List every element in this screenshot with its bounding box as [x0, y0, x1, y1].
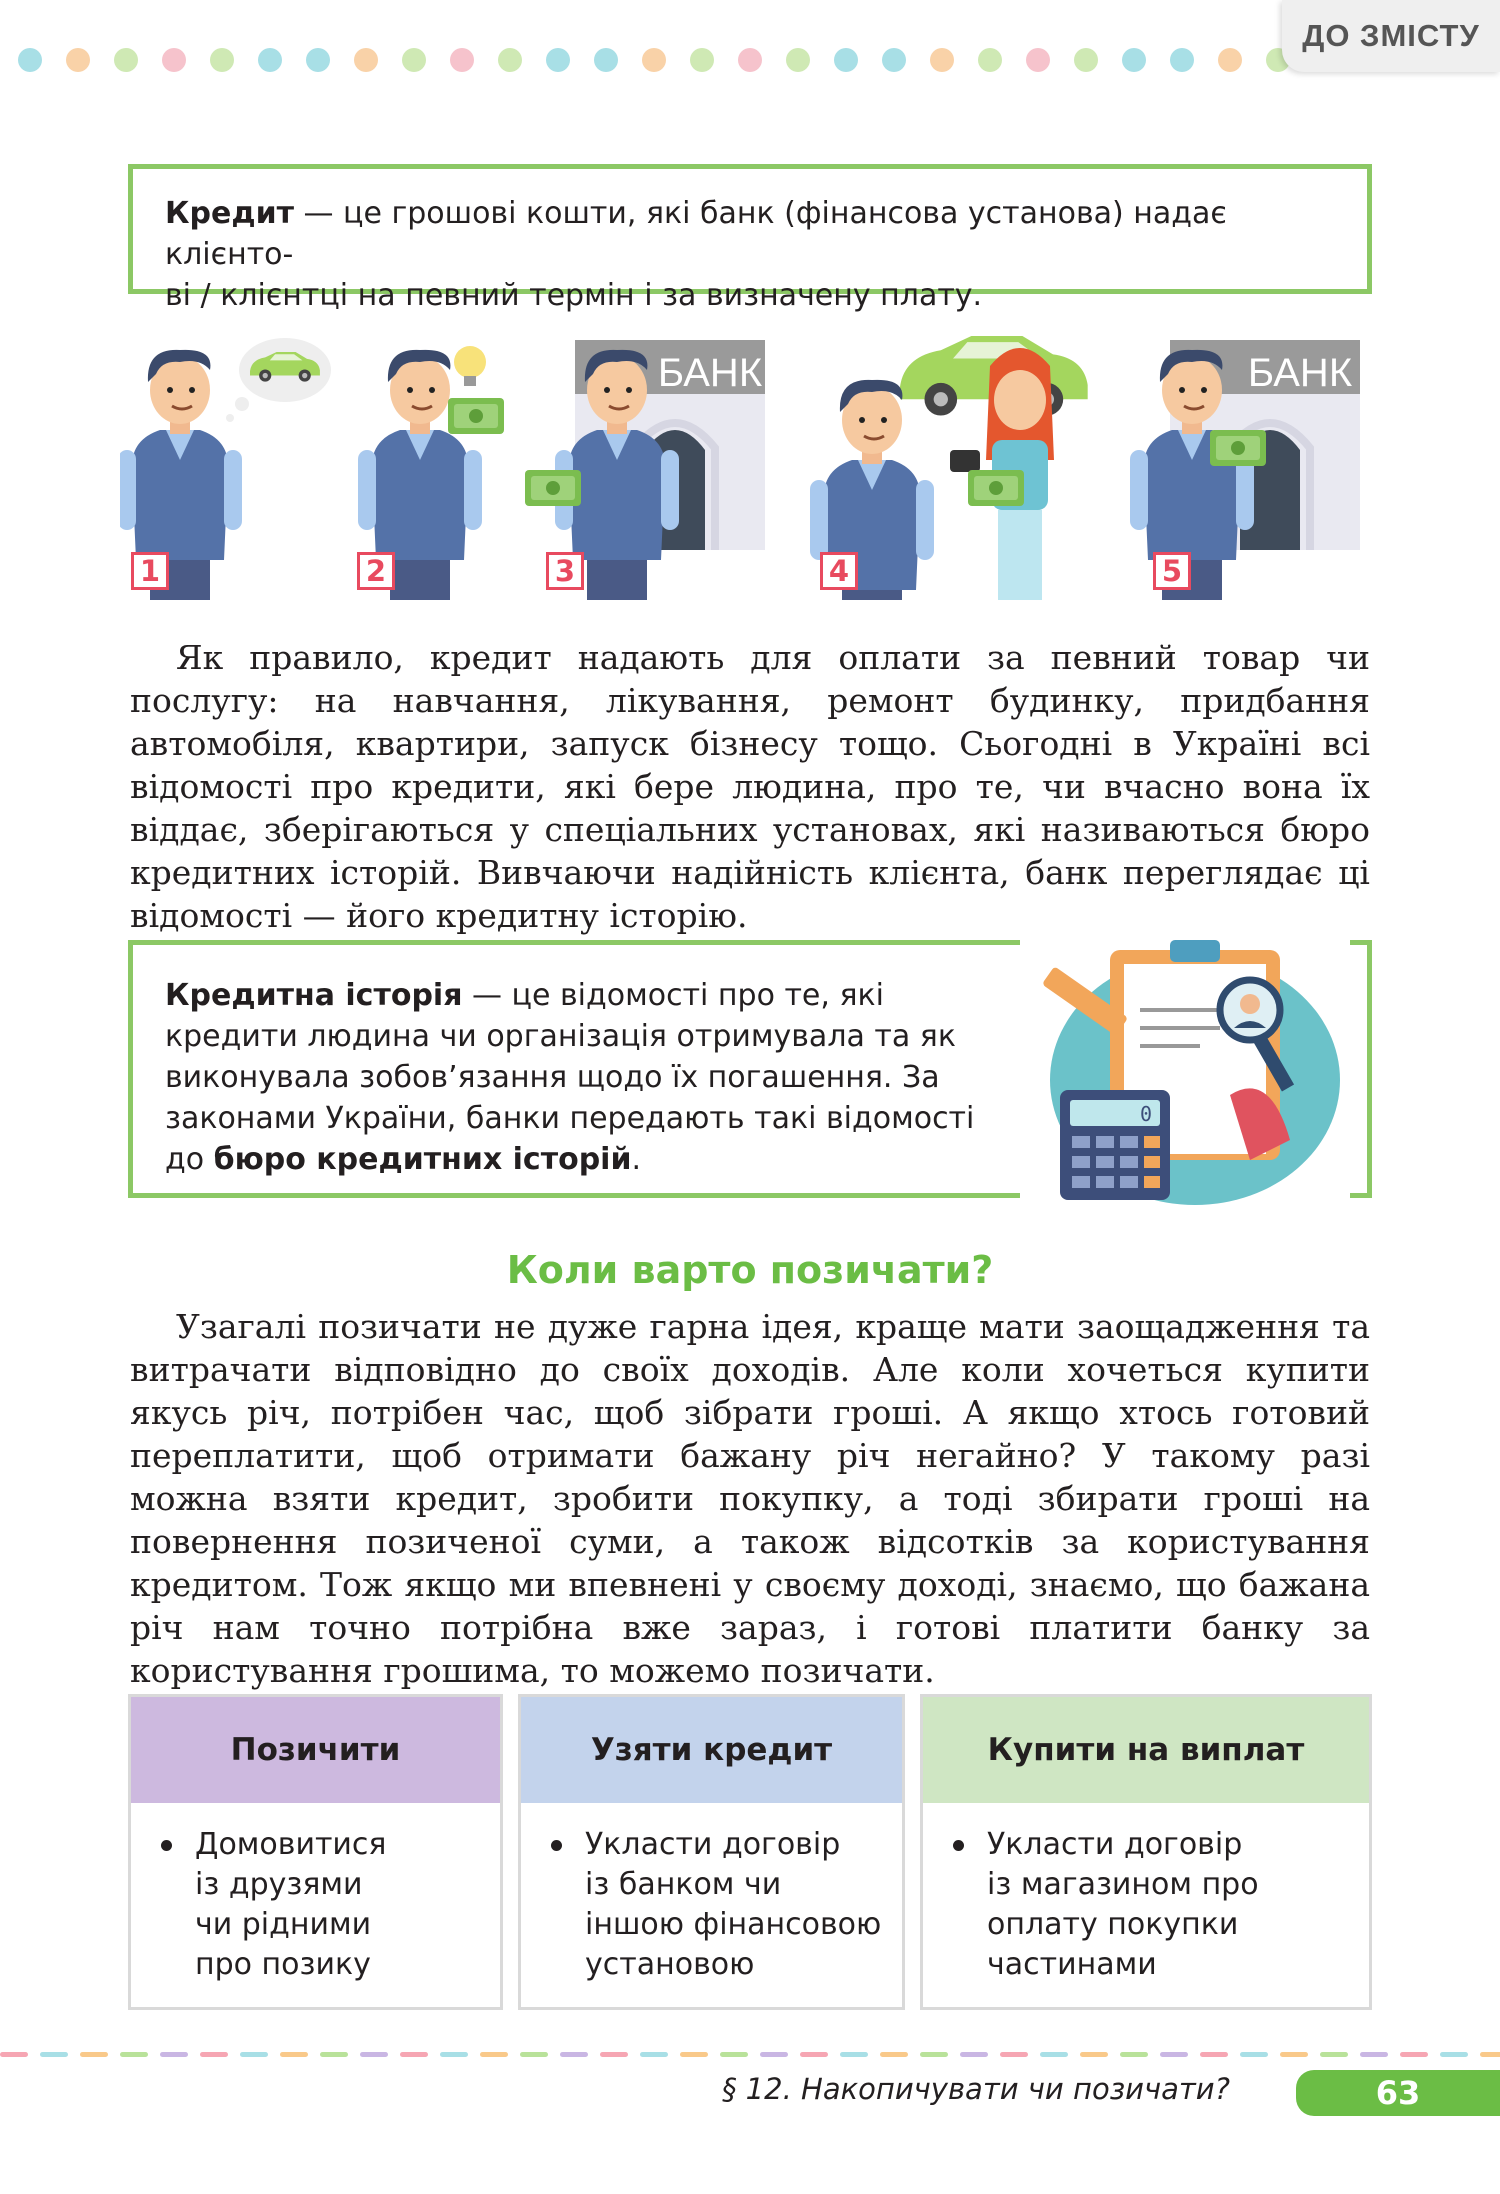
- decorative-dot: [978, 48, 1002, 72]
- decorative-dash: [400, 2052, 428, 2057]
- decorative-dash: [1120, 2052, 1148, 2057]
- option-credit-title: Узяти кредит: [521, 1697, 902, 1803]
- definition-credit-body: — це грошові кошти, які банк (фінансова установа) надає клієнто- ві / клієнтці на певний термін і за визначену плату.: [165, 196, 1227, 313]
- decorative-dash: [200, 2052, 228, 2057]
- step-number-1: 1: [131, 552, 169, 590]
- decorative-dot: [402, 48, 426, 72]
- decorative-dash: [1080, 2052, 1108, 2057]
- decorative-dash: [1320, 2052, 1348, 2057]
- decorative-dot: [834, 48, 858, 72]
- definition-credit-history-term: Кредитна історія: [165, 978, 463, 1013]
- decorative-dot: [690, 48, 714, 72]
- calculator-display: 0: [1139, 1102, 1152, 1126]
- decorative-dash: [1360, 2052, 1388, 2057]
- step-number-2: 2: [357, 552, 395, 590]
- option-installment-item: Укласти договір із магазином про оплату покупки частинами: [987, 1827, 1259, 1982]
- decorative-dash: [560, 2052, 588, 2057]
- option-borrow-body: [131, 1803, 500, 1985]
- decorative-dot: [210, 48, 234, 72]
- decorative-dot: [1026, 48, 1050, 72]
- decorative-dash: [1200, 2052, 1228, 2057]
- section-heading: Коли варто позичати?: [506, 1248, 994, 1292]
- footer-section-title: § 12. Накопичувати чи позичати?: [721, 2072, 1230, 2106]
- decorative-dash: [960, 2052, 988, 2057]
- decorative-dash: [440, 2052, 468, 2057]
- credit-bureau-term: бюро кредитних історій: [213, 1142, 632, 1177]
- bullet-icon: [551, 1840, 562, 1851]
- decorative-dash: [880, 2052, 908, 2057]
- decorative-dash: [840, 2052, 868, 2057]
- bullet-icon: [161, 1840, 172, 1851]
- definition-credit-term: Кредит: [165, 196, 294, 231]
- decorative-dot: [66, 48, 90, 72]
- credit-history-illustration: [1020, 920, 1350, 1220]
- decorative-dash: [760, 2052, 788, 2057]
- decorative-dash: [320, 2052, 348, 2057]
- bullet-icon: [953, 1840, 964, 1851]
- definition-credit-history-tail: .: [631, 1142, 642, 1177]
- decorative-dot: [306, 48, 330, 72]
- decorative-dot: [546, 48, 570, 72]
- option-credit-body: [521, 1803, 902, 1985]
- decorative-dot: [786, 48, 810, 72]
- option-borrow-item: Домовитися із друзями чи рідними про позику: [195, 1827, 387, 1982]
- option-borrow-card: [128, 1694, 503, 2010]
- definition-credit-history-body: — це відомості про те, які кредити людина чи організація отримувала та як виконувала зобов’язання щодо їх погашення. За законами України, банки передають такі відомості до: [165, 978, 975, 1177]
- decorative-dash: [40, 2052, 68, 2057]
- decorative-dot: [354, 48, 378, 72]
- decorative-dash: [600, 2052, 628, 2057]
- decorative-dot: [1170, 48, 1194, 72]
- decorative-dot: [1122, 48, 1146, 72]
- toc-button[interactable]: ДО ЗМІСТУ: [1282, 0, 1500, 72]
- option-installment-card: [920, 1694, 1372, 2010]
- definition-credit-history-text: [165, 975, 985, 1180]
- option-installment-title: Купити на виплат: [923, 1697, 1369, 1803]
- paragraph-when-to-borrow: Узагалі позичати не дуже гарна ідея, краще мати заощадження та витрачати відповідно до своїх доходів. Але коли хочеться купити якусь річ, потрібен час, щоб зібрати гроші. А якщо хтось готовий переплатити, щоб отримати бажану річ негайно? У такому разі можна взяти кредит, зробити покупку, а тоді збирати гроші на повернення позиченої суми, а також відсотків за користування кредитом. Тож якщо ми впевнені у своєму доході, знаємо, що бажана річ нам точно потрібна вже зараз, і готові платити банку за користування грошима, то можемо позичати.: [130, 1307, 1370, 1690]
- definition-credit-text: [165, 193, 1355, 316]
- decorative-dash: [360, 2052, 388, 2057]
- decorative-dash: [1440, 2052, 1468, 2057]
- decorative-dash: [480, 2052, 508, 2057]
- decorative-dot: [498, 48, 522, 72]
- decorative-dot: [738, 48, 762, 72]
- bank-sign-3: БАНК: [657, 351, 763, 395]
- decorative-dot: [642, 48, 666, 72]
- decorative-dot: [930, 48, 954, 72]
- option-credit-card: [518, 1694, 905, 2010]
- paragraph-credit-intro: Як правило, кредит надають для оплати за певний товар чи послугу: на навчання, лікування, ремонт будинку, придбання автомобіля, квартири, запуск бізнесу тощо. Сьогодні в Україні всі відомості про кредити, які бере людина, про те, чи вчасно вона їх віддає, зберігаються у спеціальних установах, які називаються бюро кредитних історій. Вивчаючи надійність клієнта, банк переглядає ці відомості — його кредитну історію.: [130, 638, 1370, 935]
- decorative-dash: [0, 2052, 28, 2057]
- decorative-dash: [80, 2052, 108, 2057]
- decorative-dash: [120, 2052, 148, 2057]
- decorative-dot: [18, 48, 42, 72]
- step-number-3: 3: [546, 552, 584, 590]
- decorative-dash: [240, 2052, 268, 2057]
- decorative-dash: [1240, 2052, 1268, 2057]
- decorative-dot: [882, 48, 906, 72]
- decorative-dash: [1160, 2052, 1188, 2057]
- decorative-dot: [450, 48, 474, 72]
- decorative-dash: [1000, 2052, 1028, 2057]
- decorative-dot: [114, 48, 138, 72]
- option-credit-item: Укласти договір із банком чи іншою фінансовою установою: [585, 1827, 882, 1982]
- decorative-dash: [680, 2052, 708, 2057]
- decorative-dots-top: [18, 48, 1298, 72]
- decorative-dot: [258, 48, 282, 72]
- decorative-dash: [520, 2052, 548, 2057]
- decorative-dash: [1480, 2052, 1500, 2057]
- page-number: 63: [1296, 2070, 1500, 2116]
- decorative-dot: [1218, 48, 1242, 72]
- decorative-dash: [280, 2052, 308, 2057]
- decorative-dash: [1040, 2052, 1068, 2057]
- decorative-dash: [920, 2052, 948, 2057]
- definition-credit-box: [128, 164, 1372, 313]
- credit-steps-illustration: [120, 330, 1380, 600]
- option-installment-body: [923, 1803, 1369, 1985]
- decorative-dash: [800, 2052, 828, 2057]
- decorative-dash: [720, 2052, 748, 2057]
- decorative-dash: [640, 2052, 668, 2057]
- step-number-4: 4: [820, 552, 858, 590]
- decorative-dot: [594, 48, 618, 72]
- decorative-dash: [1400, 2052, 1428, 2057]
- decorative-dashes-footer: [0, 2052, 1500, 2057]
- decorative-dot: [1074, 48, 1098, 72]
- bank-sign-5: БАНК: [1247, 351, 1353, 395]
- option-borrow-title: Позичити: [131, 1697, 500, 1803]
- decorative-dash: [160, 2052, 188, 2057]
- step-number-5: 5: [1153, 552, 1191, 590]
- decorative-dot: [162, 48, 186, 72]
- decorative-dash: [1280, 2052, 1308, 2057]
